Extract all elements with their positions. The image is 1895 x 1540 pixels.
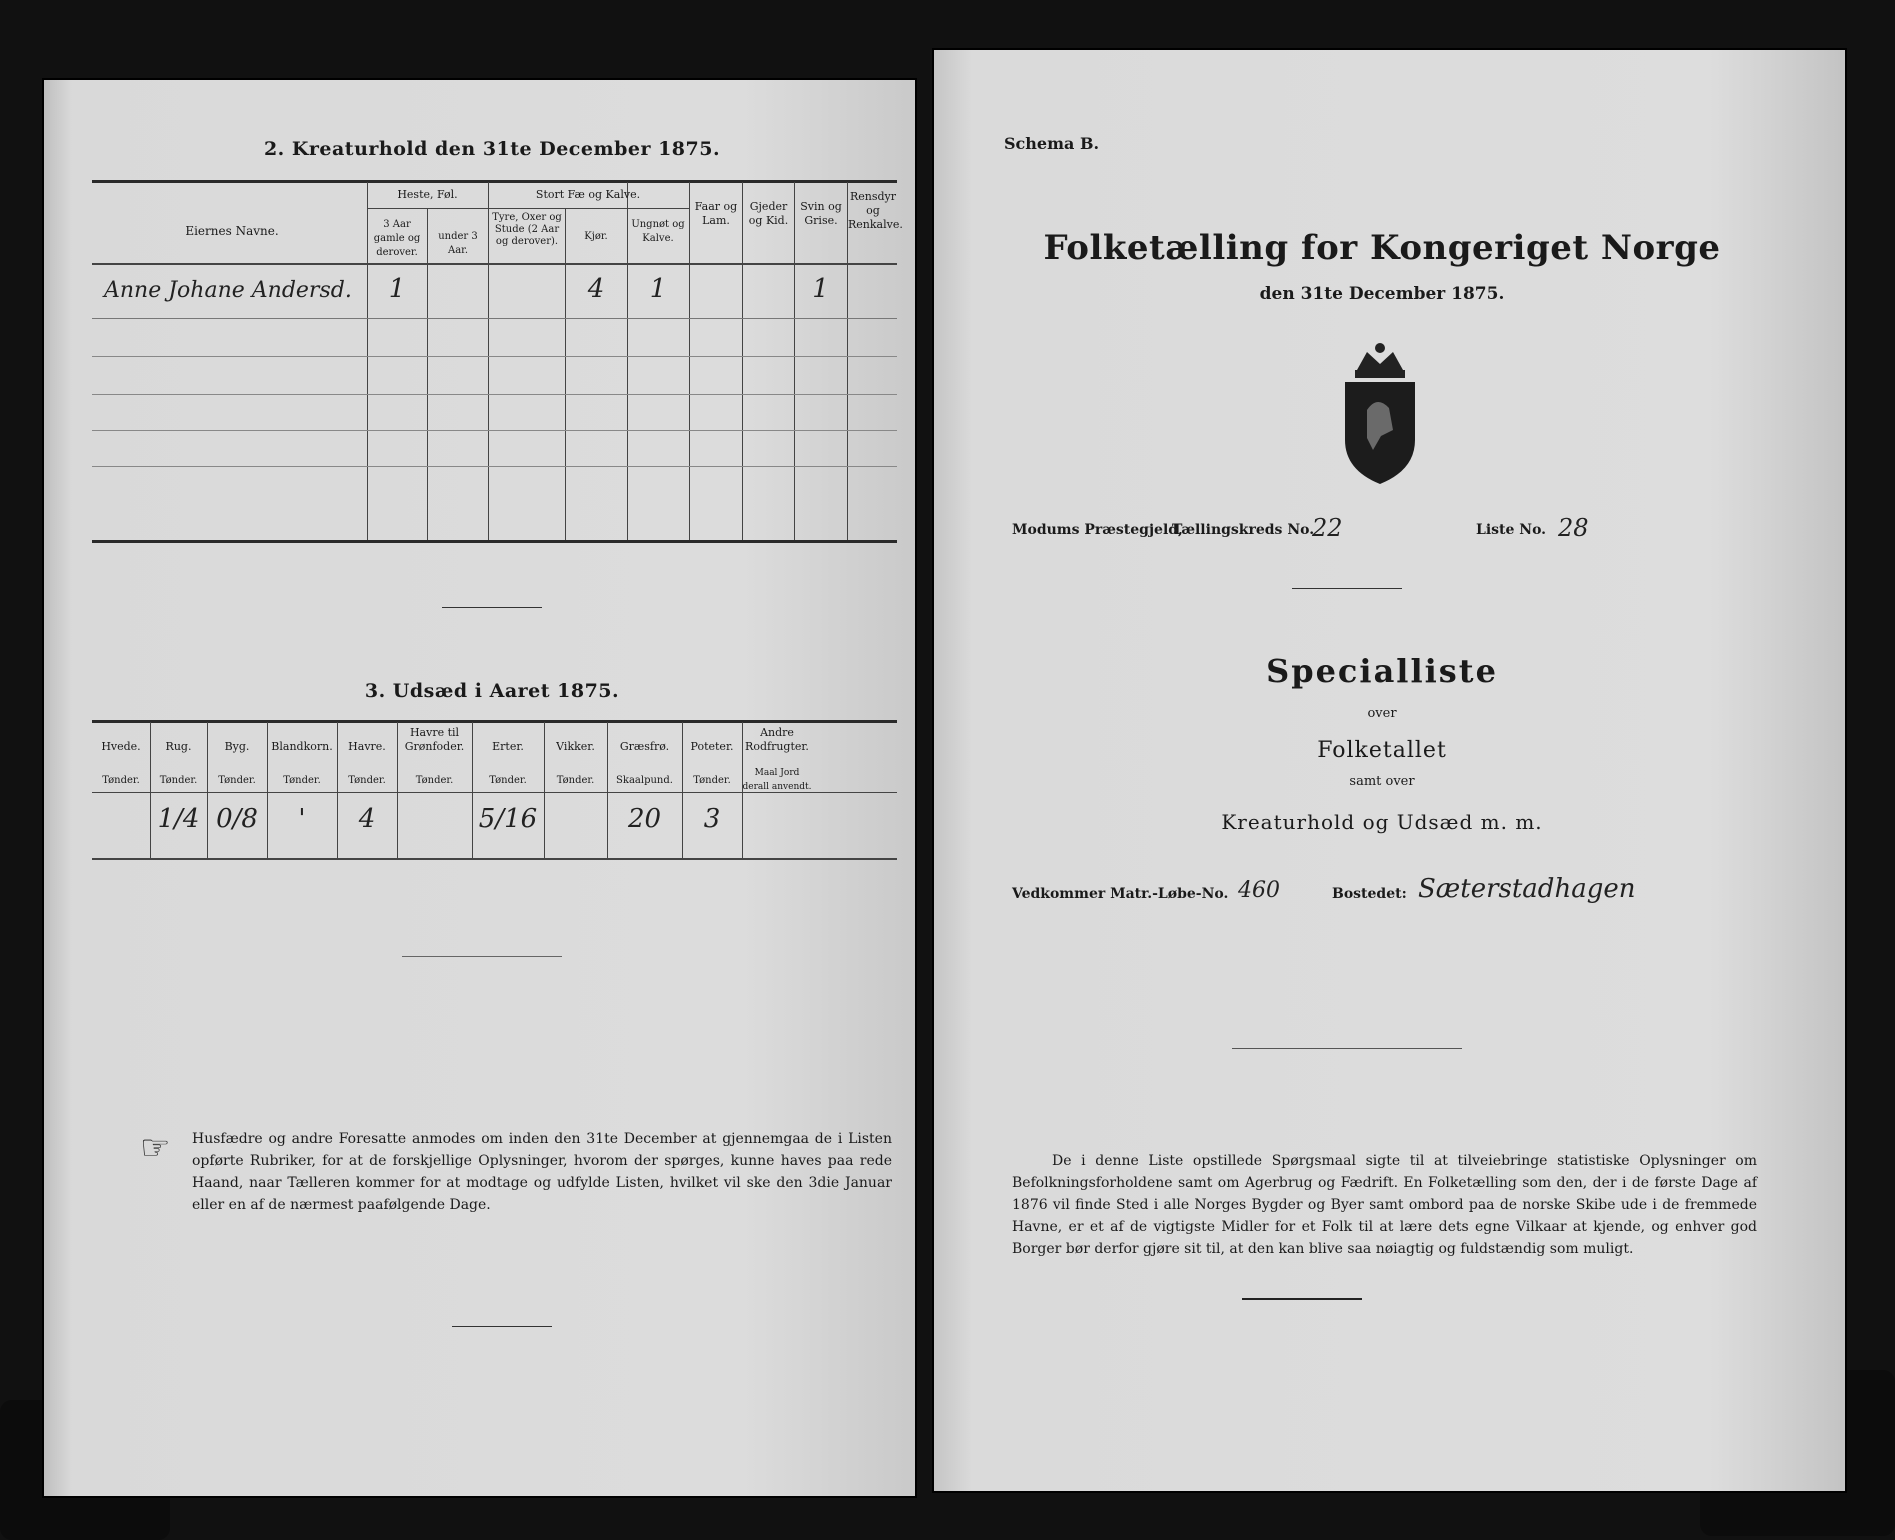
- ungnot-cell: 1: [649, 274, 667, 304]
- heste-sub-young: under 3 Aar.: [438, 231, 478, 256]
- heste-header: Heste, Føl.: [397, 188, 458, 201]
- t3-col-name: Græsfrø.: [619, 740, 670, 753]
- parish-label: Modums Præstegjeld,: [1012, 522, 1183, 538]
- t3-col-unit: Tønder.: [556, 775, 595, 786]
- t3-col-name: Hvede.: [101, 740, 141, 753]
- pointing-hand-icon: ☞: [140, 1128, 171, 1168]
- heste-sub-old: 3 Aar gamle og derover.: [373, 219, 421, 258]
- kjor-cell: 4: [587, 274, 605, 304]
- over-text: over: [1367, 706, 1397, 721]
- t2-vline: [689, 182, 690, 542]
- t3-value-cell: 0/8: [216, 804, 258, 834]
- t3-col-unit: Tønder.: [283, 775, 321, 786]
- table3-bottom-rule: [92, 858, 897, 860]
- gjeder-header: Gjeder og Kid.: [748, 200, 789, 227]
- right-page: [932, 48, 1847, 1493]
- svin-cell: 1: [812, 274, 829, 304]
- owner-header: Eiernes Navne.: [185, 224, 279, 238]
- rensdyr-header: Rensdyr og Renkalve.: [848, 190, 903, 231]
- t3-col-unit: Skaalpund.: [616, 775, 673, 786]
- t2-row-rule: [92, 318, 897, 319]
- samt-over-text: samt over: [1349, 774, 1415, 789]
- t3-col-name: Rug.: [165, 740, 192, 753]
- t2-row-rule: [92, 430, 897, 431]
- t3-value-cell: 20: [627, 804, 662, 834]
- t3-col-unit: Tønder.: [489, 775, 527, 786]
- census-date: den 31te December 1875.: [1259, 284, 1505, 304]
- t3-col-unit: Tønder.: [218, 775, 256, 786]
- list-label: Liste No.: [1476, 522, 1547, 538]
- separator-short-2: [402, 956, 562, 957]
- norway-coat-of-arms-icon: [1337, 340, 1423, 486]
- bosted-label: Bostedet:: [1332, 886, 1407, 902]
- intro-paragraph: De i denne Liste opstillede Spørgsmaal sigte til at tilveiebringe statistiske Oplysninger om Befolkningsforholdene samt om Agerbrug og Fædrift. En Folketælling som den, der i de første Dage af 1876 vil finde Sted i alle Norges Bygder og Byer samt ombord paa de norske Skibe ude i de fremmede Havne, er et af de vigtigste Midler for et Folk til at lære dets egne Vilkaar at kjende, og enhver god Borger bør derfor gjøre sit til, at den kan blive saa nøiagtig og fuldstændig som muligt.: [1012, 1153, 1757, 1257]
- t3-value-cell: 5/16: [478, 804, 538, 834]
- t3-col-name: Byg.: [224, 740, 250, 753]
- t2-subheader-rule: [367, 208, 689, 209]
- notice-text: Husfædre og andre Foresatte anmodes om inden den 31te December at gjennemgaa de i Listen opførte Rubriker, for at de forskjellige Oplysninger, hvorom der spørges, kunne haves paa rede Haand, naar Tælleren kommer for at modtage og udfylde Listen, hvilket vil ske den 3die Januar eller en af de nærmest paafølgende Dage.: [192, 1131, 892, 1213]
- t3-col-name: Havre.: [348, 740, 386, 753]
- t2-row-rule: [92, 356, 897, 357]
- t3-col-name: Havre til Grønfoder.: [404, 726, 465, 753]
- t2-vline: [847, 182, 848, 542]
- stort-sub-kjor: Kjør.: [584, 231, 608, 242]
- t3-col-unit: Tønder.: [415, 775, 454, 786]
- t3-col-name: Blandkorn.: [271, 740, 333, 753]
- t3-col-name: Poteter.: [690, 740, 734, 753]
- separator-short: [442, 607, 542, 608]
- stort-header: Stort Fæ og Kalve.: [535, 188, 641, 201]
- district-number: 22: [1312, 514, 1343, 542]
- separator-bottom: [452, 1326, 552, 1327]
- t2-vline: [742, 182, 743, 542]
- t2-row-rule: [92, 466, 897, 467]
- schema-label: Schema B.: [1004, 134, 1100, 153]
- svin-header: Svin og Grise.: [800, 200, 842, 227]
- t3-col-name: Vikker.: [556, 740, 595, 753]
- matr-label: Vedkommer Matr.-Løbe-No.: [1012, 886, 1229, 902]
- kreaturhold-text: Kreaturhold og Udsæd m. m.: [1221, 810, 1543, 834]
- separator-right-1: [1292, 588, 1402, 589]
- t3-col-name: Erter.: [492, 740, 524, 753]
- t3-value-cell: 3: [703, 804, 721, 834]
- t3-col-unit: Maal Jord derall anvendt.: [742, 768, 812, 792]
- specialliste-heading: Specialliste: [1266, 652, 1498, 690]
- matr-number: 460: [1238, 878, 1280, 903]
- table3-top-rule: [92, 720, 897, 723]
- t3-col-unit: Tønder.: [348, 775, 386, 786]
- folketallet-text: Folketallet: [1317, 738, 1447, 763]
- census-title: Folketælling for Kongeriget Norge: [1043, 228, 1721, 268]
- t3-col-unit: Tønder.: [159, 775, 198, 786]
- t3-value-cell: 4: [358, 804, 376, 834]
- table2-top-rule: [92, 180, 897, 183]
- t2-row-rule: [92, 394, 897, 395]
- t3-col-unit: Tønder.: [693, 775, 731, 786]
- left-page: [42, 78, 917, 1498]
- separator-right-3: [1242, 1298, 1362, 1300]
- t3-value-cell: ': [298, 804, 306, 834]
- stort-sub-ungnot: Ungnøt og Kalve.: [631, 219, 685, 244]
- t3-col-unit: Tønder.: [102, 775, 140, 786]
- stort-sub-tyre: Tyre, Oxer og Stude (2 Aar og derover).: [492, 212, 562, 247]
- separator-right-2: [1232, 1048, 1462, 1049]
- t2-vline: [427, 208, 428, 542]
- t3-col-name: Andre Rodfrugter.: [745, 726, 809, 753]
- list-number: 28: [1558, 514, 1589, 542]
- t2-vline: [794, 182, 795, 542]
- table2-bottom-rule: [92, 540, 897, 543]
- t2-vline: [565, 208, 566, 542]
- t3-value-cell: 1/4: [157, 804, 200, 834]
- district-label: Tællingskreds No.: [1172, 522, 1315, 538]
- section2-title: 2. Kreaturhold den 31te December 1875.: [263, 138, 721, 160]
- owner-name-cell: Anne Johane Andersd.: [104, 278, 352, 303]
- faar-header: Faar og Lam.: [694, 200, 738, 227]
- section3-title: 3. Udsæd i Aaret 1875.: [364, 680, 620, 702]
- bosted-value: Sæterstadhagen: [1418, 874, 1636, 904]
- t2-header-bottom-rule: [92, 263, 897, 265]
- heste-old-cell: 1: [388, 274, 406, 304]
